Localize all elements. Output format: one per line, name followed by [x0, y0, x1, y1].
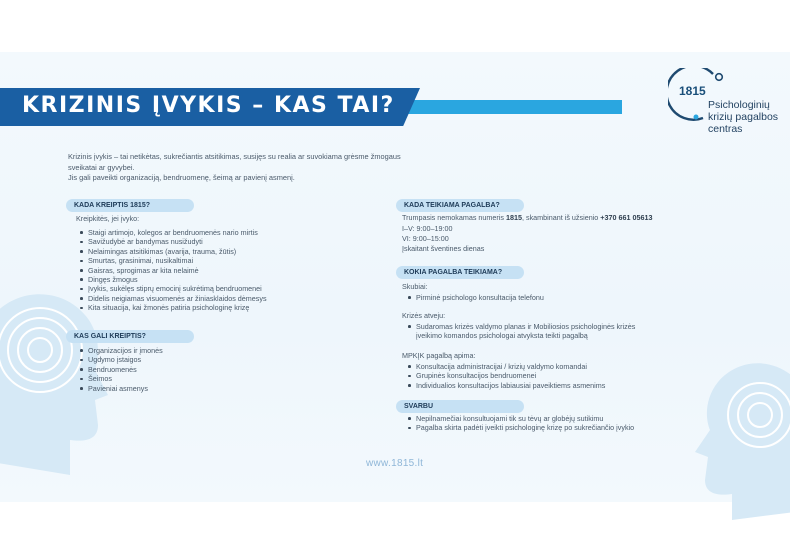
- crisis-list-continuation: įveikimo komandos psichologai atvyksta teikti pagalbą: [416, 331, 588, 340]
- intl-phone: +370 661 05613: [600, 213, 653, 222]
- logo-number: 1815: [679, 84, 706, 98]
- scope-list: [406, 362, 605, 390]
- list-item: Savižudybė ar bandymas nusižudyti: [78, 237, 267, 246]
- list-item: Bendruomenės: [78, 365, 163, 374]
- who-heading: KAS GALI KREIPTIS?: [66, 330, 194, 343]
- scope-label: MPKĮK pagalbą apima:: [402, 351, 476, 360]
- intro-paragraph: Krizinis įvykis – tai netikėtas, sukrečiantis atsitikimas, susijęs su realia ar suvokiama grėsme žmogaus sveikatai ar gyvybei. Jis gali paveikti organizaciją, bendruomenę, šeimą ar pavienį asmenį.: [68, 152, 401, 182]
- crisis-list: [406, 322, 635, 331]
- who-list: [78, 346, 163, 393]
- logo-text: Psichologinių krizių pagalbos centras: [708, 99, 779, 135]
- list-item: Gaisras, sprogimas ar kita nelaimė: [78, 266, 267, 275]
- kind-heading: KOKIA PAGALBA TEIKIAMA?: [396, 266, 524, 279]
- what-heading: KADA TEIKIAMA PAGALBA?: [396, 199, 524, 212]
- when-subtitle: Kreipkitės, jei įvyko:: [76, 214, 140, 223]
- list-item: Organizacijos ir įmonės: [78, 346, 163, 355]
- list-item: Ugdymo įstaigos: [78, 355, 163, 364]
- list-item: Sudaromas krizės valdymo planas ir Mobiliosios psichologinės krizės: [406, 322, 635, 331]
- hours-weekdays: I–V: 9:00–19:00: [402, 224, 453, 233]
- when-heading: KADA KREIPTIS 1815?: [66, 199, 194, 212]
- list-item: Šeimos: [78, 374, 163, 383]
- list-item: Dingęs žmogus: [78, 275, 267, 284]
- list-item: Didelis neigiamas visuomenės ar žiniasklaidos dėmesys: [78, 294, 267, 303]
- urgent-label: Skubiai:: [402, 282, 428, 291]
- important-heading: SVARBU: [396, 400, 524, 413]
- phone-line: Trumpasis nemokamas numeris 1815, skambinant iš užsienio +370 661 05613: [402, 213, 653, 222]
- short-number: 1815: [505, 213, 522, 222]
- list-item: Konsultacija administracijai / krizių valdymo komandai: [406, 362, 605, 371]
- important-list: [406, 414, 634, 433]
- list-item: Nepilnamečiai konsultuojami tik su tėvų ar globėjų sutikimu: [406, 414, 634, 423]
- list-item: Staigi artimojo, kolegos ar bendruomenės nario mirtis: [78, 228, 267, 237]
- list-item: Smurtas, grasinimai, nusikaltimai: [78, 256, 267, 265]
- website-link[interactable]: www.1815.lt: [366, 458, 424, 469]
- hours-saturday: VI: 9:00–15:00: [402, 234, 449, 243]
- list-item: Pavieniai asmenys: [78, 384, 163, 393]
- urgent-list: [406, 293, 544, 302]
- head-illustration-right: [690, 320, 790, 520]
- list-item: Pagalba skirta padėti įveikti psichologinę krizę po sukrečiančio įvykio: [406, 423, 634, 432]
- list-item: Nelaimingas atsitikimas (avarija, trauma, žūtis): [78, 247, 267, 256]
- hours-holidays: Įskaitant šventines dienas: [402, 244, 485, 253]
- crisis-label: Krizės atveju:: [402, 311, 446, 320]
- when-list: [78, 228, 267, 313]
- list-item: Grupinės konsultacijos bendruomenei: [406, 371, 605, 380]
- list-item: Individualios konsultacijos labiausiai paveiktiems asmenims: [406, 381, 605, 390]
- page-title: KRIZINIS ĮVYKIS – KAS TAI?: [22, 93, 395, 118]
- list-item: Įvykis, sukėlęs stiprų emocinį sukrėtimą bendruomenei: [78, 284, 267, 293]
- list-item: Kita situacija, kai žmonės patiria psichologinę krizę: [78, 303, 267, 312]
- list-item: Pirminė psichologo konsultacija telefonu: [406, 293, 544, 302]
